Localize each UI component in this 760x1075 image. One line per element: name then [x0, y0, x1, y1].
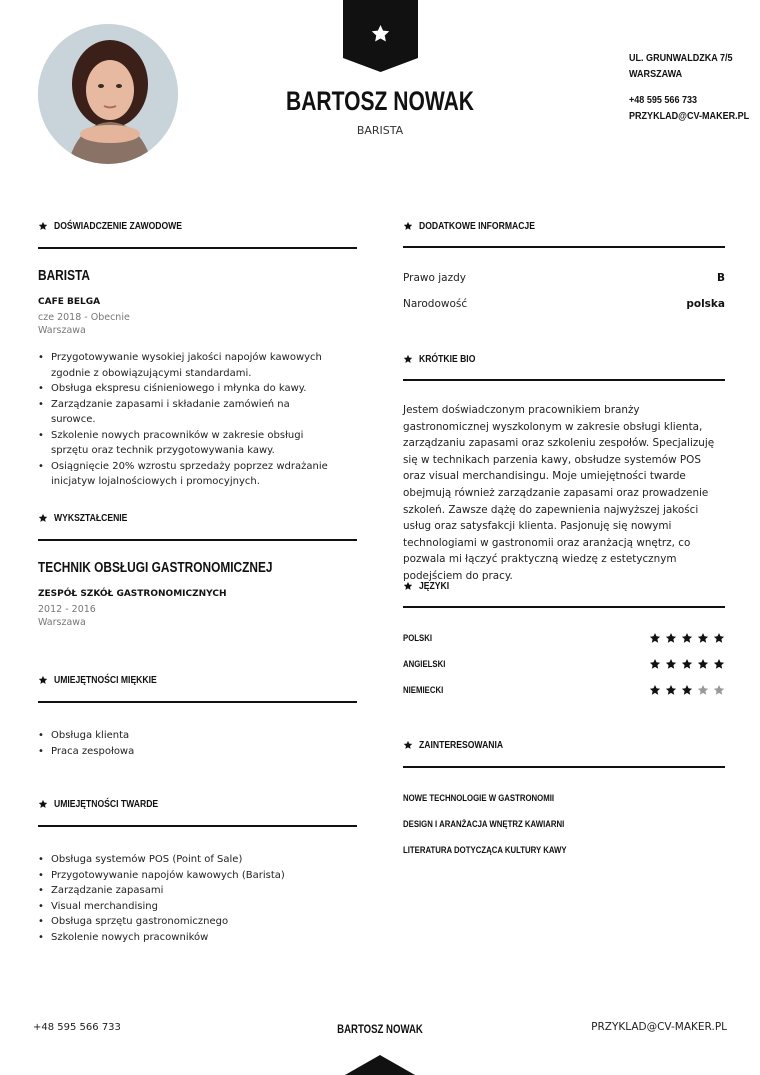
star-filled-icon	[649, 658, 661, 670]
star-icon	[38, 513, 48, 523]
star-filled-icon	[665, 632, 677, 644]
list-item: • Przygotowywanie wysokiej jakości napojów kawowych zgodnie z obowiązującymi standardami.	[38, 350, 328, 381]
star-filled-icon	[681, 658, 693, 670]
list-item: • Visual merchandising	[38, 899, 348, 915]
language-name: NIEMIECKI	[403, 684, 444, 696]
star-filled-icon	[681, 684, 693, 696]
star-icon	[403, 581, 413, 591]
education-school: ZESPÓŁ SZKÓŁ GASTRONOMICZNYCH	[38, 589, 227, 599]
interest-item: NOWE TECHNOLOGIE W GASTRONOMII	[403, 793, 555, 804]
experience-company: CAFE BELGA	[38, 297, 101, 307]
person-name: BARTOSZ NOWAK	[286, 86, 474, 116]
list-item: • Zarządzanie zapasami i składanie zamówień na surowce.	[38, 397, 328, 428]
star-filled-icon	[649, 684, 661, 696]
rating-stars	[649, 658, 725, 670]
profile-photo	[38, 24, 178, 164]
hard-skills-list	[38, 852, 348, 945]
rating-stars	[649, 684, 725, 696]
star-filled-icon	[697, 658, 709, 670]
language-row	[403, 658, 725, 670]
list-item: • Osiągnięcie 20% wzrostu sprzedaży poprzez wdrażanie inicjatyw lojalnościowych i promocyjnych.	[38, 459, 328, 490]
divider	[38, 539, 357, 541]
language-row	[403, 632, 725, 644]
experience-location: Warszawa	[38, 325, 86, 336]
star-icon	[403, 354, 413, 364]
footer-email: PRZYKLAD@CV-MAKER.PL	[591, 1021, 727, 1033]
divider	[403, 246, 725, 248]
star-filled-icon	[697, 632, 709, 644]
divider	[403, 606, 725, 608]
star-empty-icon	[713, 684, 725, 696]
star-filled-icon	[713, 632, 725, 644]
star-empty-icon	[697, 684, 709, 696]
star-filled-icon	[665, 684, 677, 696]
divider	[403, 766, 725, 768]
languages-heading: JĘZYKI	[403, 575, 454, 597]
job-subtitle: BARISTA	[356, 124, 404, 137]
soft-skills-heading: UMIEJĘTNOŚCI MIĘKKIE	[38, 669, 173, 691]
language-name: POLSKI	[403, 632, 433, 644]
star-icon	[38, 675, 48, 685]
education-location: Warszawa	[38, 617, 86, 628]
list-item: • Przygotowywanie napojów kawowych (Barista)	[38, 868, 348, 884]
list-item: • Obsługa sprzętu gastronomicznego	[38, 914, 348, 930]
education-dates: 2012 - 2016	[38, 604, 96, 615]
experience-heading: DOŚWIADCZENIE ZAWODOWE	[38, 215, 203, 237]
info-label: Narodowość	[403, 298, 468, 310]
divider	[403, 379, 725, 381]
star-filled-icon	[713, 658, 725, 670]
education-heading: WYKSZTAŁCENIE	[38, 507, 139, 529]
divider	[38, 701, 357, 703]
bio-heading: KRÓTKIE BIO	[403, 348, 485, 370]
star-filled-icon	[665, 658, 677, 670]
email: PRZYKLAD@CV-MAKER.PL	[629, 110, 750, 122]
list-item: • Obsługa klienta	[38, 728, 338, 744]
address-line-2: WARSZAWA	[629, 68, 683, 80]
experience-title: BARISTA	[38, 268, 90, 284]
list-item: • Szkolenie nowych pracowników	[38, 930, 348, 946]
additional-heading: DODATKOWE INFORMACJE	[403, 215, 554, 237]
info-row-license	[403, 272, 725, 284]
interest-item: DESIGN I ARANŻACJA WNĘTRZ KAWIARNI	[403, 819, 565, 830]
star-filled-icon	[649, 632, 661, 644]
info-value: B	[716, 272, 725, 284]
star-icon	[403, 221, 413, 231]
list-item: • Obsługa ekspresu ciśnieniowego i młynka do kawy.	[38, 381, 328, 397]
soft-skills-list	[38, 728, 338, 759]
hard-skills-heading: UMIEJĘTNOŚCI TWARDE	[38, 793, 175, 815]
phone: +48 595 566 733	[629, 94, 698, 106]
address-line-1: UL. GRUNWALDZKA 7/5	[629, 52, 733, 64]
list-item: • Szkolenie nowych pracowników w zakresie obsługi sprzętu oraz technik przygotowywania kawy.	[38, 428, 328, 459]
star-icon	[38, 221, 48, 231]
experience-bullets	[38, 350, 328, 490]
rating-stars	[649, 632, 725, 644]
ribbon-star-icon	[343, 0, 418, 72]
language-name: ANGIELSKI	[403, 658, 446, 670]
info-row-nationality	[403, 298, 725, 310]
footer-phone: +48 595 566 733	[33, 1022, 121, 1033]
education-title: TECHNIK OBSŁUGI GASTRONOMICZNEJ	[38, 560, 273, 576]
footer-name: BARTOSZ NOWAK	[337, 1022, 423, 1036]
info-value: polska	[686, 298, 725, 310]
bio-text: Jestem doświadczonym pracownikiem branży gastronomicznej wyszkolonym w zakresie obsługi klienta, zarządzaniu zapasami oraz szkoleniu zespołów. Specjalizuję się w technikach parzenia kawy, obsłudze systemów POS oraz visual merchandisingu. Moje umiejętności twarde obejmują również zarządzanie zapasami oraz prowadzenie szkoleń. Zawsze dążę do zapewnienia najwyższej jakości usług oraz satysfakcji klienta. Pasjonuję się nowymi technologiami w gastronomii oraz aranżacją wnętrz, co pozwala mi łączyć praktyczną wiedzę z estetycznym podejściem do pracy.	[403, 404, 715, 582]
list-item: • Zarządzanie zapasami	[38, 883, 348, 899]
divider	[38, 825, 357, 827]
list-item: • Praca zespołowa	[38, 744, 338, 760]
star-filled-icon	[681, 632, 693, 644]
divider	[38, 247, 357, 249]
footer-triangle-icon	[345, 1055, 415, 1075]
info-label: Prawo jazdy	[403, 272, 466, 284]
star-icon	[38, 799, 48, 809]
contact-block	[629, 50, 749, 124]
interest-item: LITERATURA DOTYCZĄCA KULTURY KAWY	[403, 845, 567, 856]
experience-dates: cze 2018 - Obecnie	[38, 312, 130, 323]
list-item: • Obsługa systemów POS (Point of Sale)	[38, 852, 348, 868]
language-row	[403, 684, 725, 696]
interests-heading: ZAINTERESOWANIA	[403, 734, 517, 756]
star-icon	[403, 740, 413, 750]
